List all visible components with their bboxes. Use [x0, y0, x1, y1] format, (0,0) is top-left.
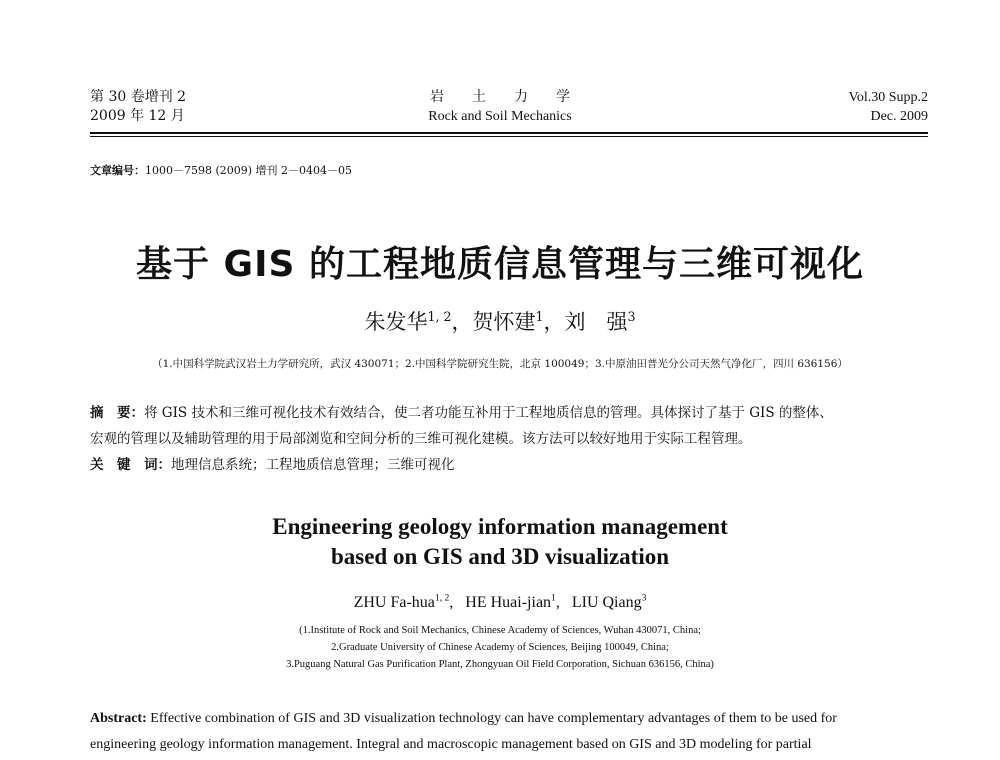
keywords-cn-label: 关 键 词：: [90, 457, 171, 473]
header-rule-thin: [90, 136, 928, 137]
en-author-affil-mark: 1: [551, 592, 556, 604]
affiliation-cn: （1.中国科学院武汉岩土力学研究所，武汉 430071；2.中国科学院研究生院，北京 100049；3.中原油田普光分公司天然气净化厂，四川 636156）: [152, 358, 848, 370]
abstract-cn-line-1: 将 GIS 技术和三维可视化技术有效结合，使二者功能互补用于工程地质信息的管理。具体探讨了基于 GIS 的整体、: [144, 405, 833, 421]
abstract-cn-line-2: 宏观的管理以及辅助管理的用于局部浏览和空间分析的三维可视化建模。该方法可以较好地用于实际工程管理。: [90, 431, 752, 447]
journal-name-en: Rock and Soil Mechanics: [428, 109, 572, 124]
en-author-affil-mark: 1, 2: [434, 592, 450, 604]
volume-issue: 第 30 卷增刊 2: [90, 89, 187, 105]
authors-en: [0, 594, 1000, 612]
cn-author-name: 贺怀建: [472, 310, 536, 334]
header-right: [849, 88, 928, 126]
en-author-name: HE Huai-jian: [465, 594, 552, 611]
abstract-en-line-1: Effective combination of GIS and 3D visualization technology can have complementary advantages of them to be used for: [146, 711, 837, 726]
article-number-label: 文章编号：: [90, 164, 145, 177]
en-author-name: LIU Qiang: [571, 594, 642, 611]
article-number: [90, 162, 352, 178]
journal-name-cn: 岩 土 力 学: [430, 89, 570, 105]
en-author-name: ZHU Fa-hua: [353, 594, 435, 611]
header-rule-thick: [90, 132, 928, 134]
cn-author-affil-mark: 1, 2: [427, 309, 452, 324]
en-author-separator: ,: [449, 594, 466, 611]
cn-author-name: 朱发华: [364, 310, 428, 334]
cn-author-separator: ，: [543, 310, 565, 334]
en-author-affil-mark: 3: [641, 592, 647, 604]
affiliation-en: [0, 622, 1000, 673]
issue-date: 2009 年 12 月: [90, 108, 185, 124]
date-en: Dec. 2009: [870, 109, 928, 124]
title-en-line-2: based on GIS and 3D visualization: [330, 544, 670, 569]
abstract-cn-label: 摘 要：: [90, 405, 144, 421]
title-en: [0, 512, 1000, 572]
cn-author-name: 刘 强: [564, 310, 628, 334]
title-en-line-1: Engineering geology information management: [272, 514, 728, 539]
affiliation-en-line-2: 2.Graduate University of Chinese Academy of Sciences, Beijing 100049, China;: [331, 642, 669, 653]
affiliation-en-line-3: 3.Puguang Natural Gas Purification Plant, Zhongyuan Oil Field Corporation, Sichuan 636156, China): [286, 659, 714, 670]
authors-cn: [0, 306, 1000, 336]
title-cn: 基于 GIS 的工程地质信息管理与三维可视化: [136, 244, 864, 285]
en-author-separator: ,: [555, 594, 572, 611]
cn-author-affil-mark: 1: [535, 309, 544, 324]
article-number-value: 1000－7598 (2009) 增刊 2－0404－05: [145, 164, 353, 177]
cn-author-separator: ，: [451, 310, 473, 334]
volume-en: Vol.30 Supp.2: [848, 90, 928, 105]
abstract-cn: [90, 400, 940, 478]
abstract-en-line-2: engineering geology information management. Integral and macroscopic management based on GIS and 3D modeling for partial: [90, 737, 812, 752]
abstract-en-label: Abstract:: [90, 711, 147, 726]
affiliation-en-line-1: (1.Institute of Rock and Soil Mechanics, Chinese Academy of Sciences, Wuhan 430071, China;: [299, 625, 701, 636]
cn-author-affil-mark: 3: [627, 309, 636, 324]
keywords-cn-value: 地理信息系统；工程地质信息管理；三维可视化: [171, 457, 455, 473]
abstract-en: [90, 706, 940, 758]
